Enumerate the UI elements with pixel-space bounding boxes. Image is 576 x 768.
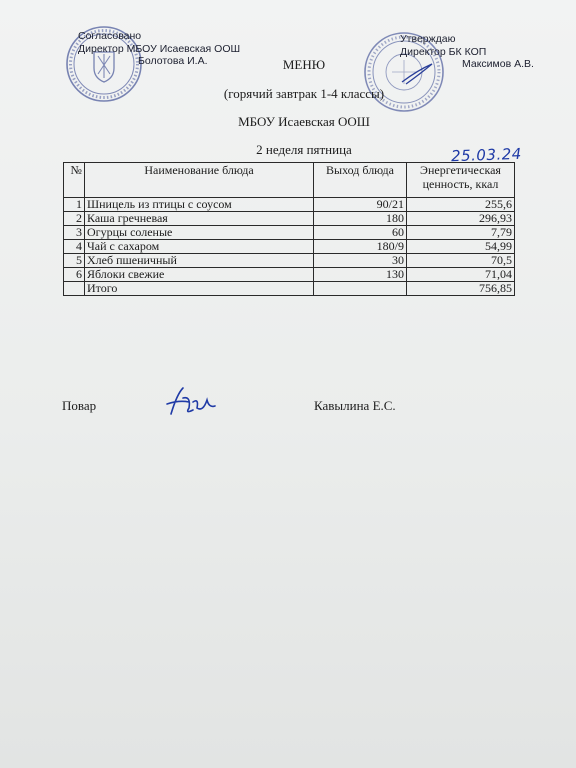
approval-left-line3: Болотова И.А. xyxy=(138,55,208,67)
dish-kcal: 255,6 xyxy=(407,198,515,212)
dish-output: 30 xyxy=(314,254,407,268)
cook-label: Повар xyxy=(62,398,97,413)
total-label: Итого xyxy=(85,282,314,296)
table-row xyxy=(64,226,515,240)
table-row xyxy=(64,268,515,282)
dish-kcal: 7,79 xyxy=(407,226,515,240)
dish-kcal: 296,93 xyxy=(407,212,515,226)
dish-output: 60 xyxy=(314,226,407,240)
dish-output: 90/21 xyxy=(314,198,407,212)
approval-right-line3: Максимов А.В. xyxy=(462,58,534,70)
column-header-output: Выход блюда xyxy=(314,163,407,198)
menu-table xyxy=(63,162,515,296)
handwritten-date: 25.03.24 xyxy=(450,144,523,166)
table-header-row xyxy=(64,163,515,198)
dish-output: 180 xyxy=(314,212,407,226)
cook-signature xyxy=(163,384,223,418)
table-total-row xyxy=(64,282,515,296)
page-title: МЕНЮ xyxy=(282,57,326,72)
row-number: 6 xyxy=(64,268,85,282)
row-number: 4 xyxy=(64,240,85,254)
table-row xyxy=(64,198,515,212)
dish-output: 180/9 xyxy=(314,240,407,254)
dish-name: Каша гречневая xyxy=(85,212,314,226)
total-empty-cell xyxy=(64,282,85,296)
dish-kcal: 54,99 xyxy=(407,240,515,254)
row-number: 1 xyxy=(64,198,85,212)
column-header-dish: Наименование блюда xyxy=(85,163,314,198)
dish-kcal: 71,04 xyxy=(407,268,515,282)
dish-kcal: 70,5 xyxy=(407,254,515,268)
row-number: 2 xyxy=(64,212,85,226)
school-name: МБОУ Исаевская ООШ xyxy=(238,114,370,129)
total-value: 756,85 xyxy=(407,282,515,296)
dish-output: 130 xyxy=(314,268,407,282)
table-row xyxy=(64,254,515,268)
dish-name: Чай с сахаром xyxy=(85,240,314,254)
page-subtitle: (горячий завтрак 1-4 классы) xyxy=(223,86,385,101)
row-number: 5 xyxy=(64,254,85,268)
column-header-energy: Энергетическая ценность, ккал xyxy=(407,163,515,198)
week-day: 2 неделя пятница xyxy=(256,142,352,157)
cook-name: Кавылина Е.С. xyxy=(314,398,396,413)
column-header-number: № xyxy=(64,163,85,198)
dish-name: Шницель из птицы с соусом xyxy=(85,198,314,212)
dish-name: Огурцы соленые xyxy=(85,226,314,240)
approval-left-line2: Директор МБОУ Исаевская ООШ xyxy=(78,42,241,55)
dish-name: Яблоки свежие xyxy=(85,268,314,282)
approval-left-line1: Согласовано xyxy=(78,30,142,42)
total-empty-cell xyxy=(314,282,407,296)
table-row xyxy=(64,212,515,226)
dish-name: Хлеб пшеничный xyxy=(85,254,314,268)
table-row xyxy=(64,240,515,254)
approval-right-line1: Утверждаю xyxy=(400,33,456,45)
row-number: 3 xyxy=(64,226,85,240)
approval-right-line2: Директор БК КОП xyxy=(400,45,487,58)
